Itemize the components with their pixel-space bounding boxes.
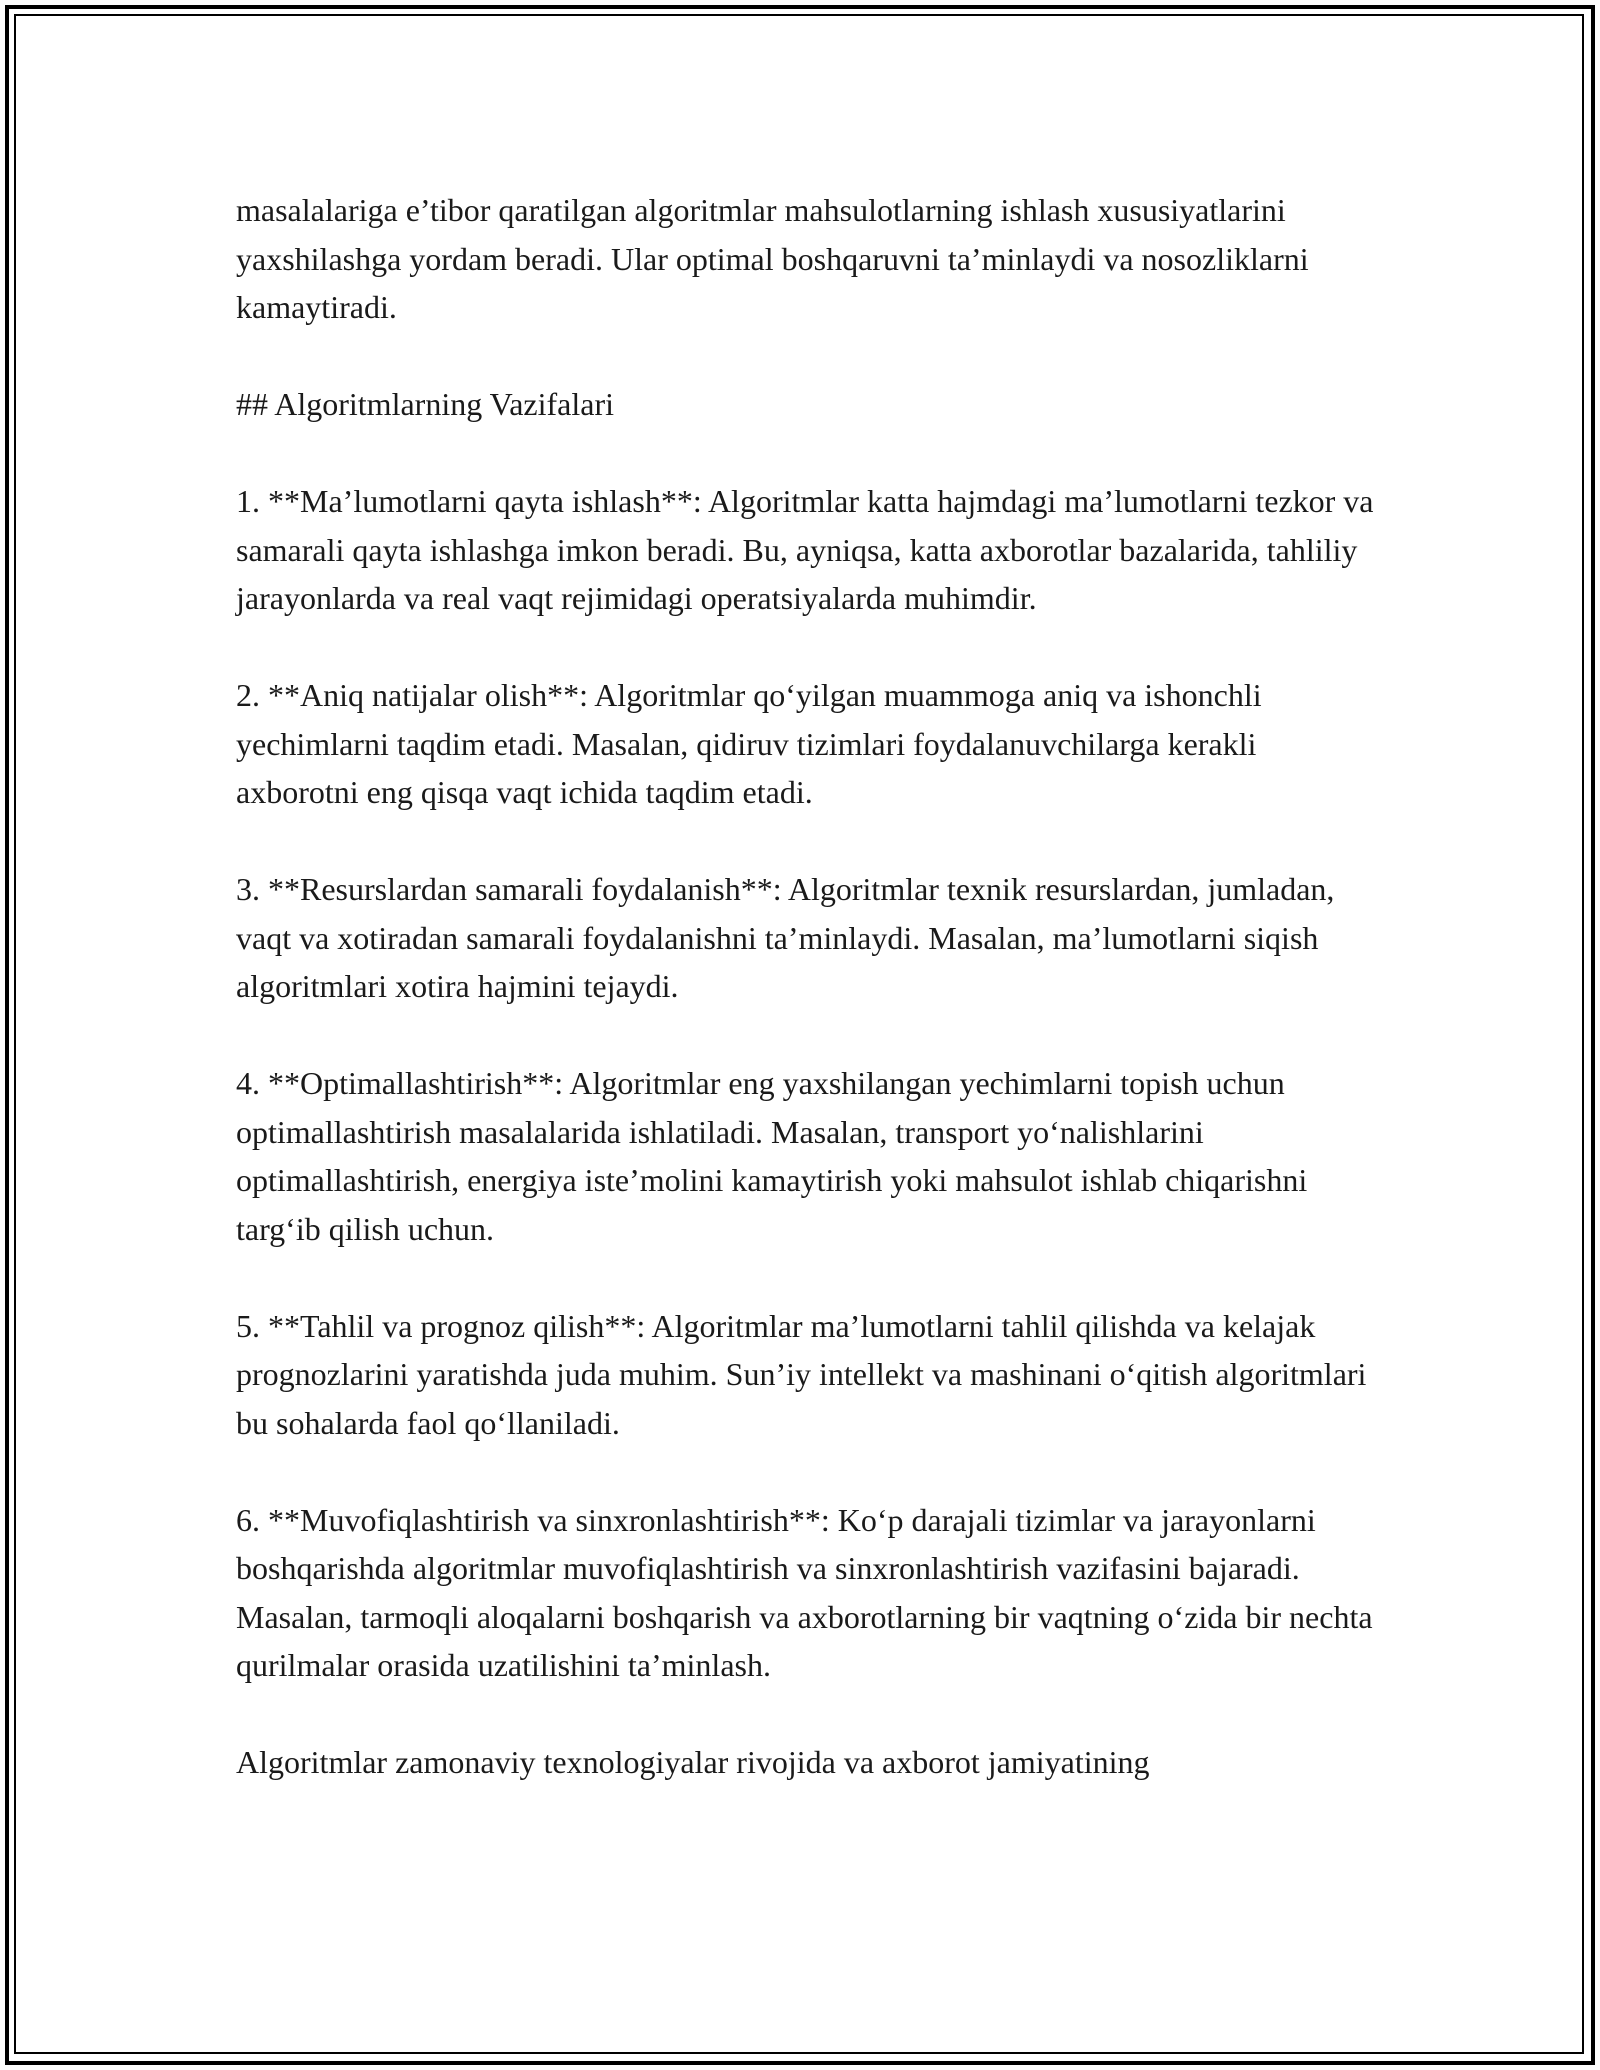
document-body — [236, 186, 1386, 1787]
list-item-2: 2. **Aniq natijalar olish**: Algoritmlar qo‘yilgan muammoga aniq va ishonchli yechimlarni taqdim etadi. Masalan, qidiruv tizimlari foydalanuvchilarga kerakli axborotni eng qisqa vaqt ichida taqdim etadi. — [236, 677, 1262, 810]
list-item-1: 1. **Ma’lumotlarni qayta ishlash**: Algoritmlar katta hajmdagi ma’lumotlarni tezkor va samarali qayta ishlashga imkon beradi. Bu, ayniqsa, katta axborotlar bazalarida, tahliliy jarayonlarda va real vaqt rejimidagi operatsiyalarda muhimdir. — [236, 483, 1374, 616]
list-item-5: 5. **Tahlil va prognoz qilish**: Algoritmlar ma’lumotlarni tahlil qilishda va kelajak prognozlarini yaratishda juda muhim. Sun’iy intellekt va mashinani o‘qitish algoritmlari bu sohalarda faol qo‘llaniladi. — [236, 1307, 1367, 1441]
list-item-6: 6. **Muvofiqlashtirish va sinxronlashtirish**: Ko‘p darajali tizimlar va jarayonlarni boshqarishda algoritmlar muvofiqlashtirish va sinxronlashtirish vazifasini bajaradi. Masalan, tarmoqli aloqalarni boshqarish va axborotlarning bir vaqtning o‘zida bir nechta qurilmalar orasida uzatilishini ta’minlash. — [236, 1501, 1373, 1683]
list-item-4: 4. **Optimallashtirish**: Algoritmlar eng yaxshilangan yechimlarni topish uchun optimallashtirish masalalarida ishlatiladi. Masalan, transport yo‘nalishlarini optimallashtirish, energiya iste’molini kamaytirish yoki mahsulot ishlab chiqarishni targ‘ib qilish uchun. — [236, 1065, 1308, 1247]
list-item-3: 3. **Resurslardan samarali foydalanish**: Algoritmlar texnik resurslardan, jumladan, vaqt va xotiradan samarali foydalanishni ta’minlaydi. Masalan, ma’lumotlarni siqish algoritmlari xotira hajmini tejaydi. — [236, 871, 1335, 1004]
paragraph-intro-continuation: masalalariga e’tibor qaratilgan algoritmlar mahsulotlarning ishlash xususiyatlarini yaxshilashga yordam beradi. Ular optimal boshqaruvni ta’minlaydi va nosozliklarni kamaytiradi. — [236, 192, 1309, 325]
paragraph-conclusion-start: Algoritmlar zamonaviy texnologiyalar rivojida va axborot jamiyatining — [236, 1744, 1150, 1780]
section-heading: ## Algoritmlarning Vazifalari — [236, 386, 614, 422]
